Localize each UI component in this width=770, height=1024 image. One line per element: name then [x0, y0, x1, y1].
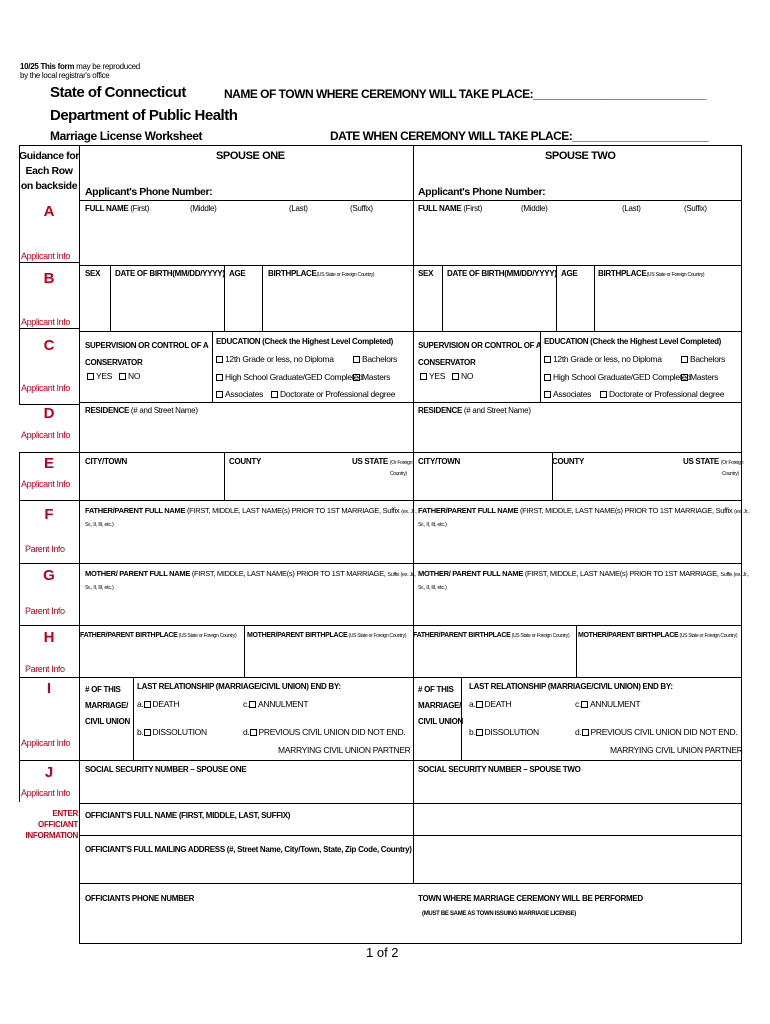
s1-father-note-2: Sr., II, III, etc.): [85, 522, 114, 528]
s2-fbp-note: (US State or Foreign Country): [510, 633, 570, 639]
yes-text: YES: [96, 371, 113, 381]
checkbox-icon[interactable]: [119, 373, 126, 380]
s2-dob-label: DATE OF BIRTH(MM/DD/YYYY): [447, 269, 557, 278]
s1-birthplace-text: BIRTHPLACE: [268, 269, 317, 278]
s1-residence-note: (# and Street Name): [128, 406, 198, 415]
s1-state-note-1: (Or Foreign: [389, 460, 413, 466]
prev-cu-text: PREVIOUS CIVIL UNION DID NOT END.: [258, 727, 406, 737]
prev-cu-text: PREVIOUS CIVIL UNION DID NOT END.: [590, 727, 738, 737]
s1-mother-text: MOTHER/ PARENT FULL NAME: [85, 569, 191, 578]
s2-end-previous-cu[interactable]: [575, 727, 737, 737]
checkbox-icon[interactable]: [271, 391, 278, 398]
s1-edu-associates[interactable]: [216, 389, 263, 399]
s1-state-label: [352, 457, 412, 468]
s2-mother-note: (FIRST, MIDDLE, LAST NAME(s) PRIOR TO 1ST MARRIAGE,: [523, 569, 719, 578]
s2-mother-note-2: Sr., II, III, etc.): [418, 585, 447, 591]
s2-residence-label: [418, 406, 531, 416]
s2-last-label: (Last): [622, 204, 641, 213]
s2-conservator-no[interactable]: [452, 371, 473, 381]
s1-num-line-1: # OF THIS: [85, 685, 121, 694]
s1-mother-note: (FIRST, MIDDLE, LAST NAME(s) PRIOR TO 1ST MARRIAGE,: [190, 569, 386, 578]
officiant-tag-1: ENTER: [52, 809, 78, 818]
row-tag-b: Applicant Info: [21, 317, 70, 327]
s2-edu-associates[interactable]: [544, 389, 591, 399]
opt-b: b.: [137, 727, 144, 737]
checkbox-icon[interactable]: [353, 374, 360, 381]
ceremony-town-label: NAME OF TOWN WHERE CEREMONY WILL TAKE PLACE:____________________________: [224, 87, 706, 101]
row-letter-f: F: [44, 506, 54, 523]
checkbox-icon[interactable]: [681, 374, 688, 381]
ceremony-date-label: DATE WHEN CEREMONY WILL TAKE PLACE:______________________: [330, 129, 709, 143]
checkbox-icon[interactable]: [544, 391, 551, 398]
edu-masters-text: Masters: [362, 372, 391, 382]
s1-marriage-number-label: [85, 682, 130, 730]
edu-doctorate-text: Doctorate or Professional degree: [280, 389, 396, 399]
s1-city-label: CITY/TOWN: [85, 457, 128, 466]
s1-conservator-yes[interactable]: [87, 371, 112, 381]
s1-marrying-cu-partner: MARRYING CIVIL UNION PARTNER: [278, 745, 411, 755]
checkbox-icon[interactable]: [476, 701, 483, 708]
s2-mother-birthplace-label: [578, 631, 737, 641]
row-tag-g: Parent Info: [25, 606, 65, 616]
row-letter-h: H: [43, 629, 55, 646]
s1-last-relationship-label: LAST RELATIONSHIP (MARRIAGE/CIVIL UNION) END BY:: [137, 682, 341, 691]
guidance-line-2: Each Row: [25, 165, 73, 177]
s2-full-name-label: [418, 204, 482, 214]
checkbox-icon[interactable]: [353, 356, 360, 363]
checkbox-icon[interactable]: [144, 701, 151, 708]
yes-text: YES: [429, 371, 446, 381]
s1-mother-birthplace-label: [247, 631, 406, 641]
s1-num-line-3: CIVIL UNION: [85, 717, 131, 726]
edu-12th-text: 12th Grade or less, no Diploma: [225, 354, 334, 364]
death-text: DEATH: [152, 699, 180, 709]
s2-mother-name-label: [418, 569, 749, 580]
checkbox-icon[interactable]: [582, 729, 589, 736]
s1-suffix-label: (Suffix): [350, 204, 373, 213]
opt-d: d.: [575, 727, 582, 737]
s1-residence-text: RESIDENCE: [85, 406, 129, 415]
s1-age-label: AGE: [229, 269, 246, 278]
s2-age-label: AGE: [561, 269, 578, 278]
ceremony-town-note: (MUST BE SAME AS TOWN ISSUING MARRIAGE LICENSE): [422, 911, 576, 917]
checkbox-icon[interactable]: [420, 373, 427, 380]
row-tag-d: Applicant Info: [21, 430, 70, 440]
s1-father-name-label: [85, 506, 416, 517]
s1-supervision-label: [85, 337, 208, 371]
s2-father-text: FATHER/PARENT FULL NAME: [418, 506, 519, 515]
ceremony-town-field-label: TOWN WHERE MARRIAGE CEREMONY WILL BE PERFORMED: [418, 894, 643, 903]
officiant-phone-label: OFFICIANTS PHONE NUMBER: [85, 894, 195, 903]
guidance-line-1: Guidance for: [19, 150, 79, 162]
s1-fbp-note: (US State or Foreign Country): [177, 633, 237, 639]
s1-ssn-label: SOCIAL SECURITY NUMBER – SPOUSE ONE: [85, 765, 247, 774]
s2-father-note: (FIRST, MIDDLE, LAST NAME(s) PRIOR TO 1ST MARRIAGE, Suffix: [518, 506, 733, 515]
death-text: DEATH: [484, 699, 512, 709]
edu-associates-text: Associates: [225, 389, 264, 399]
s2-birthplace-text: BIRTHPLACE: [598, 269, 647, 278]
s1-end-dissolution[interactable]: [137, 727, 207, 737]
s1-edu-12th[interactable]: [216, 354, 334, 364]
s2-birthplace-note: (US State or Foreign Country): [646, 272, 705, 278]
edu-12th-text: 12th Grade or less, no Diploma: [553, 354, 662, 364]
s2-first-label: (First): [463, 204, 483, 213]
row-tag-e: Applicant Info: [21, 479, 70, 489]
no-text: NO: [461, 371, 474, 381]
spouse-one-header: SPOUSE ONE: [216, 150, 285, 162]
s2-end-annulment[interactable]: [575, 699, 640, 709]
no-text: NO: [128, 371, 141, 381]
spouse-two-phone-label: Applicant's Phone Number:: [418, 186, 546, 198]
s2-father-note-2: Sr., II, III, etc.): [418, 522, 447, 528]
s1-full-name-label: [85, 204, 149, 214]
row-tag-f: Parent Info: [25, 544, 65, 554]
row-letter-d: D: [43, 405, 55, 422]
annulment-text: ANNULMENT: [590, 699, 641, 709]
s2-state-note-1: (Or Foreign: [720, 460, 744, 466]
s2-state-label: [683, 457, 743, 468]
s1-fbp-text: FATHER/PARENT BIRTHPLACE: [80, 632, 178, 639]
edu-associates-text: Associates: [553, 389, 592, 399]
form-version: 10/25 This form: [20, 62, 75, 71]
checkbox-icon[interactable]: [249, 701, 256, 708]
s2-marrying-cu-partner: MARRYING CIVIL UNION PARTNER: [610, 745, 743, 755]
s1-dob-label: DATE OF BIRTH(MM/DD/YYYY): [115, 269, 225, 278]
s1-edu-highschool[interactable]: [216, 372, 363, 382]
s1-birthplace-note: (US State or Foreign Country): [316, 272, 375, 278]
s2-father-birthplace-label: [413, 631, 569, 641]
s1-mother-note-2: Sr., II, III, etc.): [85, 585, 114, 591]
s2-suffix-label: (Suffix): [684, 204, 707, 213]
row-letter-a: A: [43, 203, 55, 220]
registrar-note: by the local registrar's office: [20, 71, 110, 80]
officiant-tag-3: INFORMATION: [25, 831, 78, 840]
s1-residence-label: [85, 406, 198, 416]
checkbox-icon[interactable]: [216, 391, 223, 398]
s2-marriage-number-label: [418, 682, 463, 730]
s1-education-label: EDUCATION (Check the Highest Level Completed): [216, 337, 394, 346]
officiant-tag: [19, 808, 78, 841]
s1-last-label: (Last): [289, 204, 308, 213]
s1-middle-label: (Middle): [190, 204, 217, 213]
edu-bachelors-text: Bachelors: [690, 354, 726, 364]
s2-supervision-line-2: CONSERVATOR: [418, 358, 476, 367]
opt-c: c.: [575, 699, 582, 709]
s1-father-birthplace-label: [80, 631, 236, 641]
opt-d: d.: [243, 727, 250, 737]
spouse-two-header: SPOUSE TWO: [545, 150, 616, 162]
s2-edu-bachelors[interactable]: [681, 354, 725, 364]
s2-mbp-note: (US State or Foreign Country): [678, 633, 738, 639]
row-letter-g: G: [43, 567, 55, 584]
s2-state-text: US STATE: [683, 457, 719, 466]
s2-residence-note: (# and Street Name): [461, 406, 531, 415]
s2-state-note-2: Country): [722, 471, 739, 477]
s1-first-label: (First): [130, 204, 150, 213]
checkbox-icon[interactable]: [544, 356, 551, 363]
s2-mother-text: MOTHER/ PARENT FULL NAME: [418, 569, 524, 578]
s2-supervision-label: [418, 337, 541, 371]
s2-edu-masters[interactable]: [681, 372, 718, 382]
s1-birthplace-label: [268, 269, 374, 280]
s1-mbp-text: MOTHER/PARENT BIRTHPLACE: [247, 632, 348, 639]
s2-county-label: COUNTY: [552, 457, 584, 466]
s2-residence-text: RESIDENCE: [418, 406, 462, 415]
dissolution-text: DISSOLUTION: [152, 727, 207, 737]
s2-full-name-text: FULL NAME: [418, 204, 462, 213]
s1-edu-bachelors[interactable]: [353, 354, 397, 364]
row-letter-e: E: [43, 455, 54, 472]
s2-mother-note-b: Suffix (ex. Jr.,: [720, 572, 749, 578]
s1-supervision-line-1: SUPERVISION OR CONTROL OF A: [85, 341, 209, 350]
s2-edu-12th[interactable]: [544, 354, 662, 364]
edu-hs-text: High School Graduate/GED Completed: [553, 372, 691, 382]
checkbox-icon[interactable]: [581, 701, 588, 708]
guidance-line-3: on backside: [20, 180, 78, 192]
s1-mbp-note: (US State or Foreign Country): [347, 633, 407, 639]
s2-city-label: CITY/TOWN: [418, 457, 461, 466]
s2-conservator-yes[interactable]: [420, 371, 445, 381]
officiant-tag-2: OFFICIANT: [38, 820, 78, 829]
state-title: State of Connecticut: [50, 84, 186, 101]
s1-full-name-text: FULL NAME: [85, 204, 129, 213]
s2-num-line-3: CIVIL UNION: [418, 717, 464, 726]
s1-mother-note-b: Suffix (ex. Jr.,: [387, 572, 416, 578]
reproduction-text: may be reproduced: [74, 62, 140, 71]
checkbox-icon[interactable]: [600, 391, 607, 398]
s2-sex-label: SEX: [418, 269, 434, 278]
officiant-name-label: OFFICIANT'S FULL NAME (FIRST, MIDDLE, LAST, SUFFIX): [85, 811, 291, 820]
s1-end-annulment[interactable]: [243, 699, 308, 709]
s1-state-text: US STATE: [352, 457, 388, 466]
checkbox-icon[interactable]: [216, 374, 223, 381]
checkbox-icon[interactable]: [476, 729, 483, 736]
row-letter-i: I: [46, 680, 52, 697]
s1-edu-doctorate[interactable]: [271, 389, 395, 399]
s1-county-label: COUNTY: [229, 457, 261, 466]
reproduction-note: [20, 62, 140, 80]
row-tag-c: Applicant Info: [21, 383, 70, 393]
s2-num-line-1: # OF THIS: [418, 685, 454, 694]
opt-b: b.: [469, 727, 476, 737]
checkbox-icon[interactable]: [452, 373, 459, 380]
edu-bachelors-text: Bachelors: [362, 354, 398, 364]
edu-doctorate-text: Doctorate or Professional degree: [609, 389, 725, 399]
opt-a: a.: [137, 699, 144, 709]
row-tag-i: Applicant Info: [21, 738, 70, 748]
s2-fbp-text: FATHER/PARENT BIRTHPLACE: [413, 632, 511, 639]
s2-mbp-text: MOTHER/PARENT BIRTHPLACE: [578, 632, 679, 639]
s1-father-text: FATHER/PARENT FULL NAME: [85, 506, 186, 515]
department-title: Department of Public Health: [50, 107, 238, 124]
checkbox-icon[interactable]: [250, 729, 257, 736]
row-tag-j: Applicant Info: [21, 788, 70, 798]
s2-last-relationship-label: LAST RELATIONSHIP (MARRIAGE/CIVIL UNION) END BY:: [469, 682, 673, 691]
s1-father-note: (FIRST, MIDDLE, LAST NAME(s) PRIOR TO 1ST MARRIAGE, Suffix: [185, 506, 400, 515]
checkbox-icon[interactable]: [681, 356, 688, 363]
edu-hs-text: High School Graduate/GED Completed: [225, 372, 363, 382]
checkbox-icon[interactable]: [216, 356, 223, 363]
s1-father-note-b: (ex. Jr.,: [401, 509, 417, 515]
row-tag-h: Parent Info: [25, 664, 65, 674]
officiant-address-label: OFFICIANT'S FULL MAILING ADDRESS (#, Street Name, City/Town, State, Zip Code, Country): [85, 845, 412, 854]
worksheet-title: Marriage License Worksheet: [50, 129, 203, 143]
s2-education-label: EDUCATION (Check the Highest Level Completed): [544, 337, 722, 346]
s1-state-note-2: Country): [390, 471, 407, 477]
s1-edu-masters[interactable]: [353, 372, 390, 382]
s1-mother-name-label: [85, 569, 416, 580]
row-letter-b: B: [43, 270, 55, 287]
s2-end-death[interactable]: [469, 699, 511, 709]
checkbox-icon[interactable]: [144, 729, 151, 736]
row-tag-a: Applicant Info: [21, 251, 70, 261]
s2-father-name-label: [418, 506, 749, 517]
s1-sex-label: SEX: [85, 269, 101, 278]
opt-a: a.: [469, 699, 476, 709]
s2-ssn-label: SOCIAL SECURITY NUMBER – SPOUSE TWO: [418, 765, 581, 774]
s1-end-death[interactable]: [137, 699, 179, 709]
s2-edu-highschool[interactable]: [544, 372, 691, 382]
row-letter-c: C: [43, 337, 55, 354]
s2-edu-doctorate[interactable]: [600, 389, 724, 399]
s2-num-line-2: MARRIAGE/: [418, 701, 462, 710]
s2-middle-label: (Middle): [521, 204, 548, 213]
edu-masters-text: Masters: [690, 372, 719, 382]
guidance-header: [19, 149, 79, 194]
dissolution-text: DISSOLUTION: [484, 727, 539, 737]
checkbox-icon[interactable]: [87, 373, 94, 380]
s1-supervision-line-2: CONSERVATOR: [85, 358, 143, 367]
checkbox-icon[interactable]: [544, 374, 551, 381]
row-letter-j: J: [44, 764, 54, 781]
s1-end-previous-cu[interactable]: [243, 727, 405, 737]
page-number: 1 of 2: [366, 945, 399, 960]
s2-supervision-line-1: SUPERVISION OR CONTROL OF A: [418, 341, 542, 350]
s2-end-dissolution[interactable]: [469, 727, 539, 737]
spouse-one-phone-label: Applicant's Phone Number:: [85, 186, 213, 198]
opt-c: c.: [243, 699, 250, 709]
s2-birthplace-label: [598, 269, 704, 280]
s1-num-line-2: MARRIAGE/: [85, 701, 129, 710]
s1-conservator-no[interactable]: [119, 371, 140, 381]
annulment-text: ANNULMENT: [258, 699, 309, 709]
s2-father-note-b: (ex. Jr.,: [734, 509, 750, 515]
